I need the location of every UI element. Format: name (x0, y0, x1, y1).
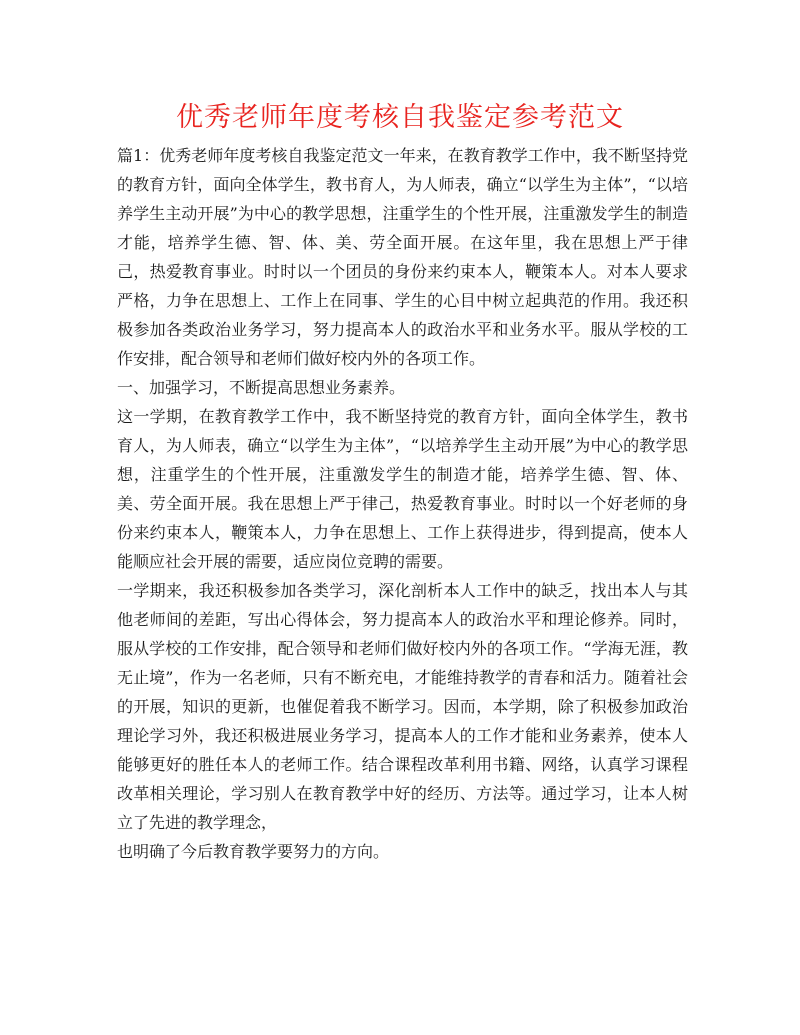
document-title: 优秀老师年度考核自我鉴定参考范文 (176, 102, 624, 133)
paragraph-direction: 也明确了今后教育教学要努力的方向。 (117, 842, 390, 861)
section-heading-1: 一、加强学习，不断提高思想业务素养。 (117, 378, 406, 397)
paragraph-intro: 篇1：优秀老师年度考核自我鉴定范文一年来，在教育教学工作中，我不断坚持党的教育方针，面向全体学生，教书育人，为人师表，确立“以学生为主体”，“以培养学生主动开展”为中心的教学思想，注重学生的个性开展，注重激发学生的制造才能，培养学生德、智、体、美、劳全面开展。在这年里，我在思想上严于律己，热爱教育事业。时时以一个团员的身份来约束本人，鞭策本人。对本人要求严格，力争在思想上、工作上在同事、学生的心目中树立起典范的作用。我还积极参加各类政治业务学习，努力提高本人的政治水平和业务水平。服从学校的工作安排，配合领导和老师们做好校内外的各项工作。 (117, 146, 688, 368)
paragraph-learning: 一学期来，我还积极参加各类学习，深化剖析本人工作中的缺乏，找出本人与其他老师间的差距，写出心得体会，努力提高本人的政治水平和理论修养。同时，服从学校的工作安排，配合领导和老师们做好校内外的各项工作。“学海无涯，教无止境”，作为一名老师，只有不断充电，才能维持教学的青春和活力。随着社会的开展，知识的更新，也催促着我不断学习。因而，本学期，除了积极参加政治理论学习外，我还积极进展业务学习，提高本人的工作才能和业务素养，使本人能够更好的胜任本人的老师工作。结合课程改革利用书籍、网络，认真学习课程改革相关理论，学习别人在教育教学中好的经历、方法等。通过学习，让本人树立了先进的教学理念， (117, 581, 688, 832)
document-body (117, 141, 688, 866)
paragraph-semester: 这一学期，在教育教学工作中，我不断坚持党的教育方针，面向全体学生，教书育人，为人师表，确立“以学生为主体”，“以培养学生主动开展”为中心的教学思想，注重学生的个性开展，注重激发学生的制造才能，培养学生德、智、体、美、劳全面开展。我在思想上严于律己，热爱教育事业。时时以一个好老师的身份来约束本人，鞭策本人，力争在思想上、工作上获得进步，得到提高，使本人能顺应社会开展的需要，适应岗位竞聘的需要。 (117, 407, 688, 571)
